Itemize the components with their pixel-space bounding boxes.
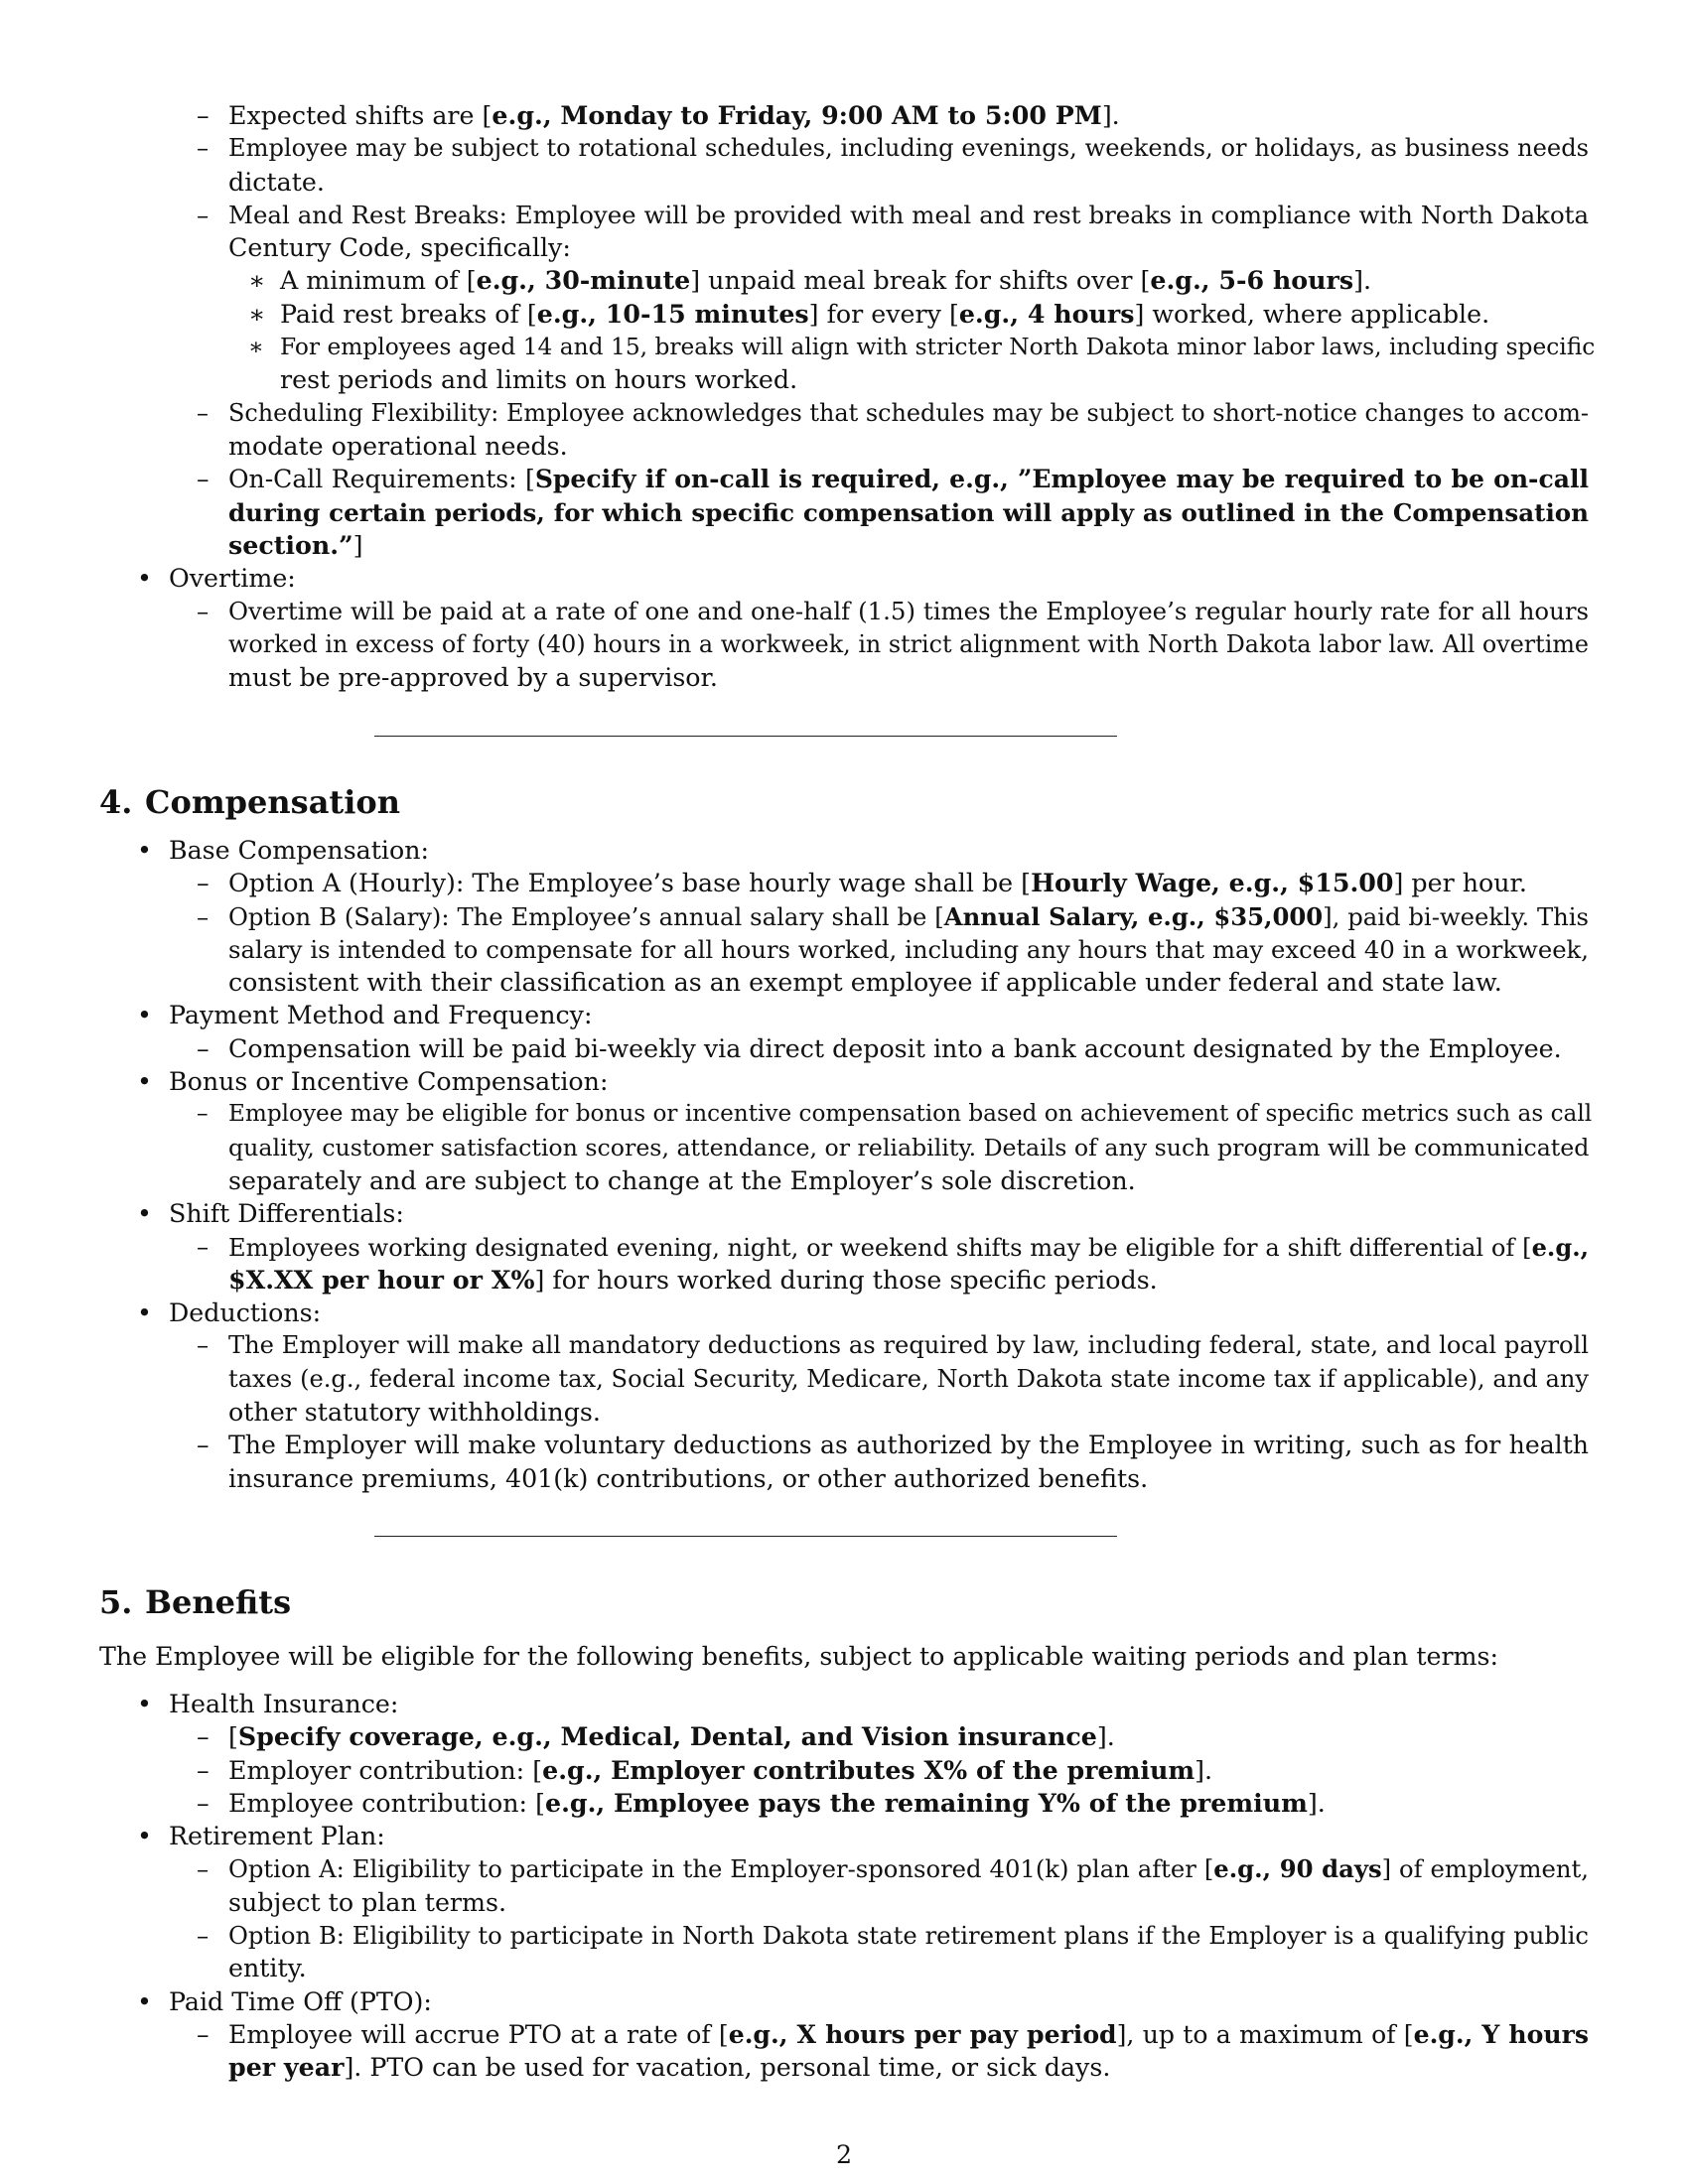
text: salary is intended to compensate for all hours worked, including any hours that may exceed 40 in a workweek, (228, 934, 1589, 964)
dash-marker: – (197, 1788, 210, 1818)
text: entity. (228, 1954, 307, 1983)
list-item-continuation (99, 1952, 1589, 1984)
text: ] (352, 530, 363, 560)
text: Scheduling Flexibility: Employee acknowledges that schedules may be subject to short-notice changes to accom- (228, 398, 1589, 427)
text: insurance premiums, 401(k) contributions, or other authorized benefits. (228, 1463, 1149, 1493)
list-item (99, 1065, 1589, 1098)
list-item (99, 1329, 1589, 1362)
list-item (99, 999, 1589, 1031)
list-item-continuation (99, 966, 1589, 999)
page-number: 2 (835, 2140, 853, 2169)
dash-marker: – (197, 101, 210, 130)
section-3-continued (99, 99, 1596, 694)
placeholder-text: per year (228, 2052, 345, 2083)
list-item (99, 1197, 1589, 1230)
text: Payment Method and Frequency: (169, 1001, 593, 1030)
bullet-marker: • (137, 1986, 152, 2016)
list-item-continuation (99, 1363, 1589, 1396)
placeholder-text: Annual Salary, e.g., $35,000 (943, 901, 1324, 931)
dash-marker: – (197, 134, 210, 163)
list-item (99, 1429, 1589, 1461)
text: Option A: Eligibility to participate in the Employer-sponsored 401(k) plan after [ (228, 1854, 1214, 1884)
dash-marker: – (197, 1331, 210, 1360)
placeholder-text: Specify if on-call is required, e.g., ”Employee may be required to be on-call (534, 464, 1589, 494)
text: ] per hour. (1393, 869, 1527, 898)
text: Retirement Plan: (169, 1822, 385, 1851)
placeholder-text: $X.XX per hour or X% (228, 1264, 535, 1295)
dash-marker: – (197, 1431, 210, 1460)
list-item (99, 199, 1589, 231)
text: Option B (Salary): The Employee’s annual salary shall be [ (228, 901, 944, 931)
text: The Employer will make voluntary deductions as authorized by the Employee in writing, such as for health (228, 1431, 1589, 1460)
list-item-continuation (99, 1886, 1589, 1919)
list-item (99, 595, 1589, 627)
text: Employee may be eligible for bonus or incentive compensation based on achievement of specific metrics such as call (228, 1101, 1593, 1128)
bullet-marker: • (137, 1822, 152, 1851)
section-heading (99, 1583, 291, 1621)
text: separately and are subject to change at the Employer’s sole discretion. (228, 1165, 1136, 1195)
text: Option A (Hourly): The Employee’s base hourly wage shall be [ (228, 869, 1032, 898)
placeholder-text: Specify coverage, e.g., Medical, Dental, and Vision insurance (237, 1721, 1097, 1752)
bullet-marker: • (137, 1001, 152, 1030)
text: Meal and Rest Breaks: Employee will be provided with meal and rest breaks in compliance with North Dakota (228, 200, 1589, 229)
text: Expected shifts are [ (228, 101, 492, 130)
text: ] for hours worked during those specific periods. (534, 1265, 1158, 1295)
text: [ (228, 1722, 238, 1752)
text: other statutory withholdings. (228, 1398, 601, 1428)
text: subject to plan terms. (228, 1887, 507, 1917)
list-item (99, 562, 1589, 595)
dash-marker: – (197, 597, 210, 626)
list-item (99, 1820, 1589, 1852)
text: Paid rest breaks of [ (280, 299, 537, 329)
bullet-marker: • (137, 1298, 152, 1328)
dash-marker: – (197, 1232, 210, 1261)
dash-marker: – (197, 465, 210, 494)
placeholder-text: e.g., X hours per pay period (728, 2018, 1117, 2049)
list-item (99, 463, 1589, 495)
text: modate operational needs. (228, 431, 568, 461)
section-5-body (99, 1688, 1589, 2085)
asterisk-marker: ∗ (248, 266, 266, 296)
list-item-continuation (99, 933, 1589, 966)
list-item (99, 1231, 1589, 1264)
list-item (99, 331, 1596, 363)
text: Overtime: (169, 564, 296, 594)
dash-marker: – (197, 1101, 209, 1128)
list-item (99, 1787, 1589, 1820)
list-item (99, 1032, 1589, 1065)
bullet-marker: • (137, 1690, 152, 1718)
text: dictate. (228, 167, 325, 197)
text: ] unpaid meal break for shifts over [ (690, 266, 1151, 296)
text: On-Call Requirements: [ (228, 465, 535, 494)
list-item (99, 1754, 1589, 1787)
list-item (99, 1720, 1589, 1753)
text: The Employer will make all mandatory deductions as required by law, including federal, state, and local payroll (228, 1331, 1589, 1360)
text: rest periods and limits on hours worked. (280, 365, 798, 395)
text: consistent with their classification as an exempt employee if applicable under federal and state law. (228, 968, 1502, 998)
placeholder-text: e.g., 90 days (1213, 1854, 1382, 1884)
section-4-body (99, 834, 1593, 1495)
text: Employees working designated evening, night, or weekend shifts may be eligible for a shift differential of [ (228, 1233, 1532, 1262)
list-item-continuation (99, 1164, 1589, 1197)
section-title: Benefits (145, 1583, 292, 1621)
list-item (99, 900, 1589, 933)
text: ]. PTO can be used for vacation, personal time, or sick days. (344, 2053, 1111, 2083)
list-item-continuation (99, 496, 1589, 529)
list-item (99, 298, 1589, 331)
text: ]. (1307, 1788, 1326, 1818)
text: ]. (1353, 266, 1372, 296)
placeholder-text: e.g., Y hours (1413, 2018, 1589, 2049)
placeholder-text: e.g., (1531, 1232, 1589, 1262)
text: Option B: Eligibility to participate in North Dakota state retirement plans if the Employer is a qualifying public (228, 1921, 1589, 1951)
text: Employer contribution: [ (228, 1755, 543, 1785)
text: worked in excess of forty (40) hours in a workweek, in strict alignment with North Dakota labor law. All overtime (228, 629, 1589, 658)
text: Bonus or Incentive Compensation: (169, 1067, 609, 1097)
placeholder-text: e.g., 30-minute (476, 265, 691, 296)
dash-marker: – (197, 1921, 210, 1951)
list-item-continuation (99, 231, 1589, 264)
list-item-continuation (99, 661, 1589, 694)
text: A minimum of [ (280, 266, 477, 296)
list-item (99, 2018, 1589, 2051)
list-item (99, 867, 1589, 899)
list-item-continuation (99, 1462, 1589, 1495)
list-item (99, 1919, 1589, 1952)
dash-marker: – (197, 200, 210, 229)
text: Employee may be subject to rotational schedules, including evenings, weekends, or holidays, as business needs (228, 134, 1589, 163)
asterisk-marker: ∗ (248, 299, 266, 329)
list-item-continuation (99, 529, 1589, 562)
text: Employee contribution: [ (228, 1788, 545, 1818)
text: ], up to a maximum of [ (1116, 2019, 1414, 2049)
list-item-continuation (99, 166, 1589, 199)
text: taxes (e.g., federal income tax, Social Security, Medicare, North Dakota state income tax if applicable), and any (228, 1364, 1589, 1393)
placeholder-text: e.g., Monday to Friday, 9:00 AM to 5:00 PM (492, 100, 1102, 130)
text: quality, customer satisfaction scores, attendance, or reliability. Details of any such program will be communicated (228, 1133, 1590, 1161)
list-item-continuation (99, 430, 1589, 463)
section-number: 5. (99, 1583, 133, 1621)
dash-marker: – (197, 1722, 210, 1752)
placeholder-text: e.g., 5-6 hours (1150, 265, 1354, 296)
dash-marker: – (197, 2019, 210, 2049)
text: Base Compensation: (169, 836, 430, 865)
list-item (99, 99, 1589, 132)
placeholder-text: e.g., 4 hours (958, 298, 1135, 329)
dash-marker: – (197, 869, 210, 898)
text: ], paid bi-weekly. This (1323, 901, 1589, 931)
dash-marker: – (197, 901, 210, 931)
placeholder-text: Hourly Wage, e.g., $15.00 (1031, 868, 1394, 898)
dash-marker: – (197, 1755, 210, 1785)
dash-marker: – (197, 1033, 210, 1063)
list-item (99, 132, 1589, 165)
list-item-continuation (99, 363, 1589, 396)
bullet-marker: • (137, 1067, 152, 1097)
text: The Employee will be eligible for the following benefits, subject to applicable waiting periods and plan terms: (99, 1642, 1499, 1671)
text: ] of employment, (1381, 1854, 1589, 1884)
text: Health Insurance: (169, 1690, 399, 1718)
text: ]. (1101, 101, 1120, 130)
section-divider (374, 736, 1117, 737)
placeholder-text: e.g., Employer contributes X% of the premium (542, 1754, 1196, 1785)
section-heading (99, 783, 400, 821)
section-number: 4. (99, 783, 133, 821)
placeholder-text: section.” (228, 529, 353, 560)
text: Shift Differentials: (169, 1199, 404, 1229)
asterisk-marker: ∗ (248, 334, 264, 361)
bullet-marker: • (137, 836, 152, 865)
list-item (99, 1852, 1589, 1885)
list-item-continuation (99, 628, 1589, 661)
placeholder-text: during certain periods, for which specific compensation will apply as outlined in the Compensation (228, 497, 1589, 527)
list-item (99, 1985, 1589, 2018)
text: Compensation will be paid bi-weekly via direct deposit into a bank account designated by the Employee. (228, 1033, 1562, 1063)
text: must be pre-approved by a supervisor. (228, 663, 718, 693)
list-item-continuation (99, 2051, 1589, 2084)
text: Paid Time Off (PTO): (169, 1986, 432, 2016)
list-item (99, 834, 1589, 867)
text: Century Code, specifically: (228, 233, 571, 263)
section-title: Compensation (145, 783, 400, 821)
list-item (99, 264, 1589, 297)
text: ]. (1195, 1755, 1213, 1785)
text: ] for every [ (808, 299, 959, 329)
text: Overtime will be paid at a rate of one and one-half (1.5) times the Employee’s regular hourly rate for all hours (228, 597, 1589, 626)
text: ] worked, where applicable. (1134, 299, 1490, 329)
list-item (99, 1688, 1589, 1720)
text: ]. (1096, 1722, 1115, 1752)
list-item-continuation (99, 1396, 1589, 1429)
bullet-marker: • (137, 564, 152, 594)
text: Deductions: (169, 1298, 322, 1328)
list-item (99, 1297, 1589, 1329)
list-item (99, 1098, 1593, 1131)
placeholder-text: e.g., 10-15 minutes (536, 298, 809, 329)
text: For employees aged 14 and 15, breaks will align with stricter North Dakota minor labor laws, including specific (280, 334, 1596, 361)
dash-marker: – (197, 398, 209, 427)
paragraph (99, 1640, 1589, 1673)
list-item-continuation (99, 1264, 1589, 1297)
bullet-marker: • (137, 1199, 152, 1229)
section-divider (374, 1536, 1117, 1537)
placeholder-text: e.g., Employee pays the remaining Y% of the premium (544, 1787, 1308, 1818)
list-item (99, 397, 1589, 430)
list-item-continuation (99, 1132, 1589, 1164)
dash-marker: – (197, 1854, 210, 1884)
text: Employee will accrue PTO at a rate of [ (228, 2019, 729, 2049)
